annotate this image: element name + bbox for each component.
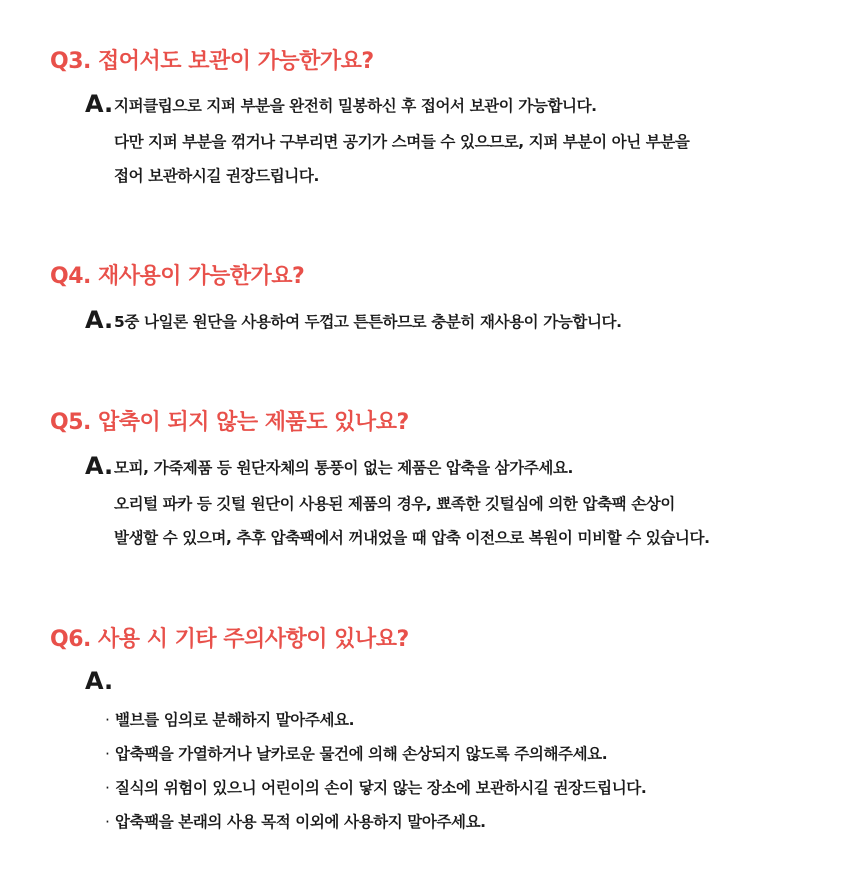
bullet-text: 질식의 위험이 있으니 어린이의 손이 닿지 않는 장소에 보관하시길 권장드립니다. [115, 779, 647, 797]
bullet-mark: · [105, 711, 110, 729]
bullet-text: 밸브를 임의로 분해하지 말아주세요. [115, 711, 355, 729]
question-q5: Q5. 압축이 되지 않는 제품도 있나요? [50, 410, 409, 435]
answer-line: 접어 보관하시길 권장드립니다. [114, 167, 319, 185]
answer-line: 오리털 파카 등 깃털 원단이 사용된 제품의 경우, 뾰족한 깃털심에 의한 압축팩 손상이 [114, 495, 675, 513]
answer-line: 모피, 가죽제품 등 원단자체의 통풍이 없는 제품은 압축을 삼가주세요. [114, 459, 573, 477]
list-item [105, 708, 354, 730]
answer-line: 지퍼클립으로 지퍼 부분을 완전히 밀봉하신 후 접어서 보관이 가능합니다. [114, 97, 597, 115]
bullet-mark: · [105, 779, 110, 797]
question-q6: Q6. 사용 시 기타 주의사항이 있나요? [50, 627, 409, 652]
answer-mark-q5: A. [85, 452, 114, 480]
list-item [105, 810, 486, 832]
bullet-text: 압축팩을 본래의 사용 목적 이외에 사용하지 말아주세요. [115, 813, 486, 831]
list-item [105, 742, 607, 764]
question-q4: Q4. 재사용이 가능한가요? [50, 264, 305, 289]
question-q3: Q3. 접어서도 보관이 가능한가요? [50, 49, 374, 74]
answer-mark-q4: A. [85, 306, 114, 334]
answer-line: 5중 나일론 원단을 사용하여 두껍고 튼튼하므로 충분히 재사용이 가능합니다. [114, 313, 622, 331]
bullet-text: 압축팩을 가열하거나 날카로운 물건에 의해 손상되지 않도록 주의해주세요. [115, 745, 608, 763]
bullet-mark: · [105, 745, 110, 763]
bullet-mark: · [105, 813, 110, 831]
answer-line: 발생할 수 있으며, 추후 압축팩에서 꺼내었을 때 압축 이전으로 복원이 미비할 수 있습니다. [114, 529, 710, 547]
answer-mark-q6: A. [85, 667, 114, 695]
answer-line: 다만 지퍼 부분을 꺾거나 구부리면 공기가 스며들 수 있으므로, 지퍼 부분이 아닌 부분을 [114, 133, 690, 151]
list-item [105, 776, 646, 798]
answer-mark-q3: A. [85, 90, 114, 118]
